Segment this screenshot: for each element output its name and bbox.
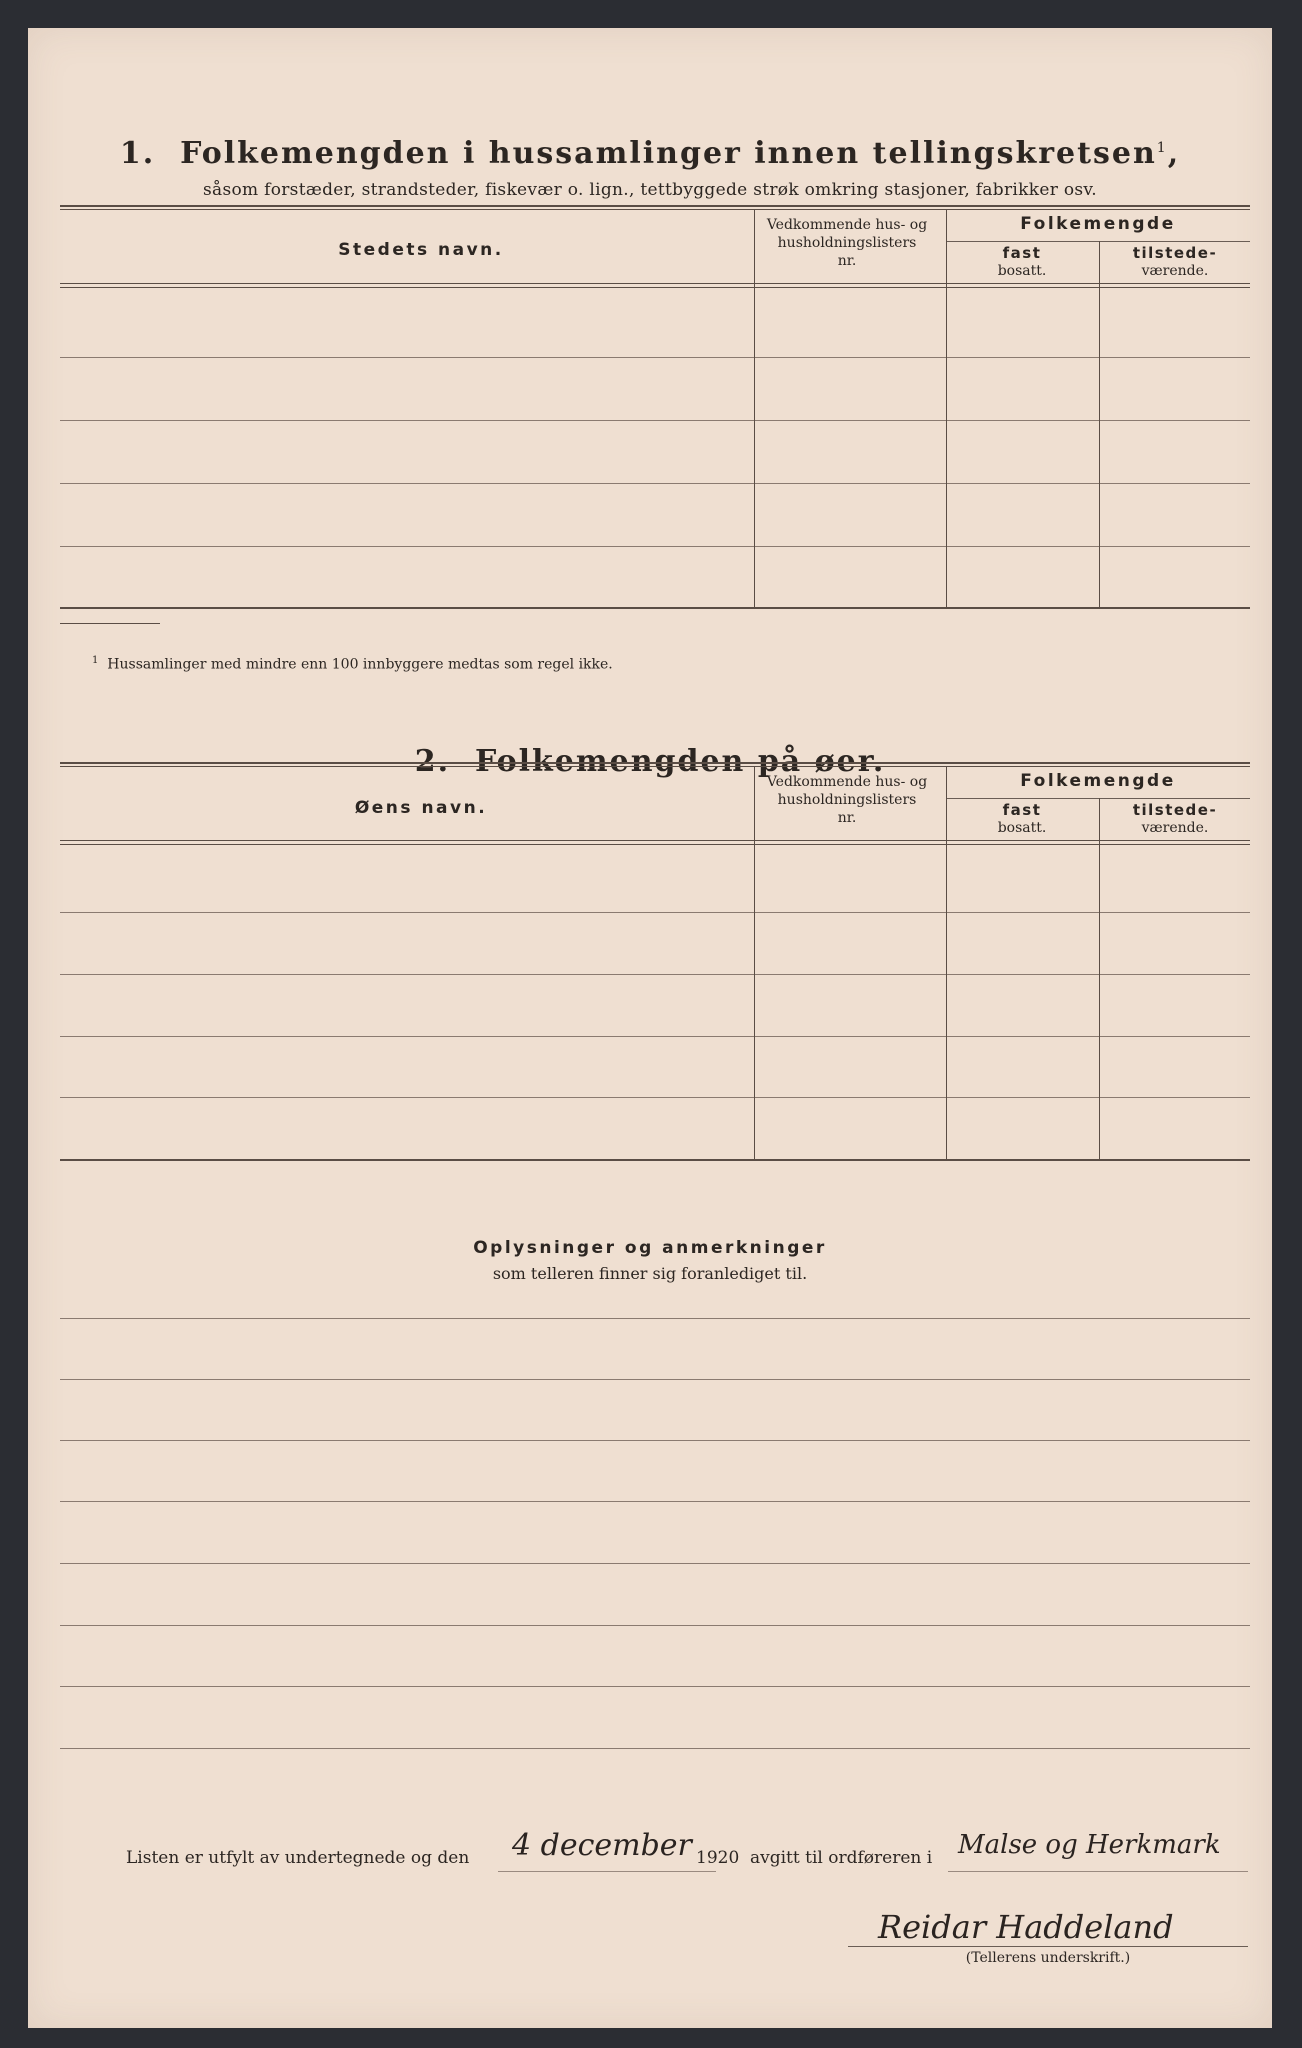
handwritten-place: Malse og Herkmark <box>958 1830 1221 1860</box>
section1-col-list-line3: nr. <box>837 253 857 269</box>
section1-col-divider <box>1099 241 1100 608</box>
notes-title: Oplysninger og anmerkninger <box>473 1238 827 1258</box>
section2-col-tilstede: tilstede- <box>1132 801 1218 819</box>
signature-year: 1920 <box>696 1848 740 1868</box>
date-fill-line <box>498 1871 716 1872</box>
section2-row-line <box>60 1036 1250 1037</box>
section1-col-tilstede: tilstede- <box>1132 244 1218 262</box>
handwritten-date: 4 december <box>512 1828 692 1863</box>
notes-line <box>60 1686 1250 1687</box>
section2-row-line <box>60 974 1250 975</box>
section1-title: Folkemengden i hussamlinger innen tellingskretsen <box>180 136 1157 171</box>
section2-folk-subrule <box>946 798 1250 799</box>
section1-footnote-mark: 1 <box>1156 140 1168 156</box>
section2-col-tilstede-sub: værende. <box>1141 820 1209 836</box>
notes-line <box>60 1748 1250 1749</box>
section2-header-rule <box>60 840 1250 841</box>
section1-row-line <box>60 483 1250 484</box>
notes-line <box>60 1379 1250 1380</box>
section2-header-rule2 <box>60 844 1250 845</box>
section2-col-folkemengde-header: Folkemengde <box>1020 771 1176 791</box>
section2-bottom-rule <box>60 1159 1250 1161</box>
section2-col-fast-sub: bosatt. <box>997 820 1047 836</box>
section1-col-divider <box>946 210 947 608</box>
section2-col-list-line2: husholdningslisters <box>777 792 917 808</box>
handwritten-signature: Reidar Haddeland <box>878 1908 1174 1946</box>
place-fill-line <box>948 1871 1248 1872</box>
section2-col-divider <box>946 767 947 1160</box>
section1-subtitle: såsom forstæder, strandsteder, fiskevær o. lign., tettbyggede strøk omkring stasjoner, fabrikker osv. <box>202 180 1097 200</box>
signature-text-after-year: avgitt til ordføreren i <box>750 1848 933 1868</box>
section1-col-fast-sub: bosatt. <box>997 263 1047 279</box>
signature-text-before-date: Listen er utfylt av undertegnede og den <box>126 1848 470 1868</box>
section1-top-rule-thin <box>60 209 1250 210</box>
section2-col-list-header <box>752 773 942 827</box>
notes-line <box>60 1563 1250 1564</box>
section1-col-divider <box>754 210 755 608</box>
section1-bottom-rule <box>60 607 1250 609</box>
notes-subtitle: som telleren finner sig foranlediget til. <box>492 1264 808 1283</box>
footnote-mark: 1 <box>92 655 99 666</box>
section2-col-tilstede-header <box>1100 801 1250 837</box>
section1-col-tilstede-sub: værende. <box>1141 263 1209 279</box>
section2-col-list-line1: Vedkommende hus- og <box>766 774 928 790</box>
section2-top-rule-thin <box>60 766 1250 767</box>
section1-header-rule <box>60 283 1250 284</box>
section2-col-fast-header <box>946 801 1098 837</box>
section2-col-list-line3: nr. <box>837 810 857 826</box>
census-form-page <box>28 28 1272 2028</box>
section1-folk-subrule <box>946 241 1250 242</box>
section2-col-divider <box>1099 798 1100 1160</box>
section2-col-name-header: Øens navn. <box>354 798 488 818</box>
section1-number: 1. <box>119 136 156 171</box>
section1-col-list-line1: Vedkommende hus- og <box>766 217 928 233</box>
section1-title-suffix: , <box>1167 136 1181 171</box>
section1-row-line <box>60 357 1250 358</box>
section2-col-fast: fast <box>1002 801 1042 819</box>
notes-line <box>60 1440 1250 1441</box>
footnote-rule <box>60 623 160 624</box>
section1-row-line <box>60 546 1250 547</box>
section1-heading <box>28 136 1272 171</box>
section1-col-fast: fast <box>1002 244 1042 262</box>
footnote <box>92 655 613 673</box>
section1-top-rule <box>60 205 1250 207</box>
section2-top-rule <box>60 762 1250 764</box>
section1-header-rule2 <box>60 287 1250 288</box>
signature-line <box>848 1946 1248 1947</box>
section1-col-tilstede-header <box>1100 244 1250 280</box>
notes-line <box>60 1625 1250 1626</box>
section1-col-name-header: Stedets navn. <box>338 240 504 260</box>
section1-row-line <box>60 420 1250 421</box>
footnote-text: Hussamlinger med mindre enn 100 innbyggere medtas som regel ikke. <box>107 656 613 673</box>
section2-col-divider <box>754 767 755 1160</box>
section1-col-list-line2: husholdningslisters <box>777 235 917 251</box>
signature-caption: (Tellerens underskrift.) <box>965 1950 1131 1966</box>
notes-line <box>60 1501 1250 1502</box>
section2-row-line <box>60 1097 1250 1098</box>
section2-row-line <box>60 912 1250 913</box>
section1-col-folkemengde-header: Folkemengde <box>1020 214 1176 234</box>
section1-col-fast-header <box>946 244 1098 280</box>
section1-col-list-header <box>752 216 942 270</box>
notes-line <box>60 1318 1250 1319</box>
